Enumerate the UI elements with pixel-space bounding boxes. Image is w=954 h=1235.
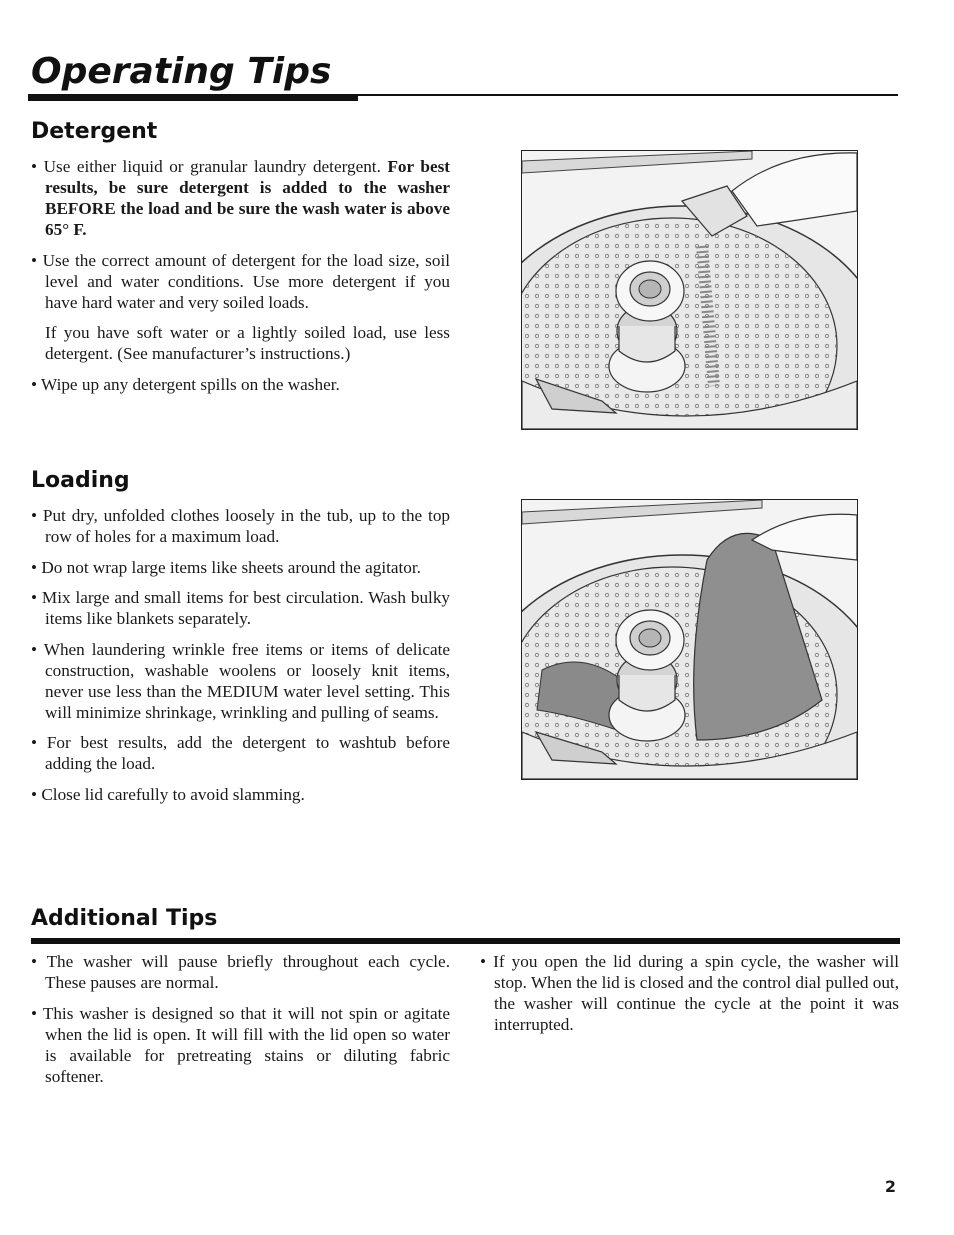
bullet-glyph: • xyxy=(31,250,38,270)
bullet-glyph: • xyxy=(31,374,38,394)
detergent-bullet-1-text: Use either liquid or granular laundry detergent. xyxy=(43,157,388,176)
loading-illustration xyxy=(521,499,858,780)
additional-tip-text: If you open the lid during a spin cycle, the washer will stop. When the lid is closed and the control dial pulled out, the washer will continue the cycle at the point it was interrupted. xyxy=(493,952,899,1034)
detergent-bullet-2 xyxy=(31,250,450,313)
loading-bullet xyxy=(31,587,450,629)
page-number: 2 xyxy=(884,1177,896,1196)
loading-bullet-text: Mix large and small items for best circulation. Wash bulky items like blankets separately. xyxy=(41,588,451,628)
bullet-glyph: • xyxy=(31,557,38,577)
bullet-glyph: • xyxy=(31,784,38,804)
detergent-bullet-2-continued: If you have soft water or a lightly soiled load, use less detergent. (See manufacturer’s instructions.) xyxy=(45,323,450,363)
bullet-glyph: • xyxy=(31,952,38,971)
additional-tip xyxy=(31,951,450,993)
bullet-glyph: • xyxy=(31,639,38,659)
additional-tips-right xyxy=(480,951,899,1045)
detergent-bullet-3 xyxy=(31,374,450,395)
bullet-glyph: • xyxy=(31,588,38,607)
detergent-heading: Detergent xyxy=(31,119,158,144)
title-rule-accent xyxy=(28,95,358,101)
additional-tip xyxy=(31,1003,450,1087)
loading-bullet-text: When laundering wrinkle free items or items of delicate construction, washable woolens or loosely knit items, never use less than the MEDIUM water level setting. This will minimize shrinkage, wrinkling and pulling of seams. xyxy=(43,639,450,722)
detergent-text xyxy=(31,156,450,404)
detergent-bullet-1 xyxy=(31,156,450,240)
detergent-bullet-1-bold: For best results, be sure detergent is added to the washer BEFORE the load and be sure the wash water is above 65° F. xyxy=(45,157,450,239)
loading-text xyxy=(31,505,450,814)
loading-heading: Loading xyxy=(31,468,130,493)
bullet-glyph: • xyxy=(31,733,38,752)
page-title: Operating Tips xyxy=(31,51,332,92)
detergent-bullet-2-text: Use the correct amount of detergent for the load size, soil level and water conditions. Use more detergent if you have hard water and very soiled loads. xyxy=(42,250,451,312)
bullet-glyph: • xyxy=(31,506,38,525)
detergent-bullet-3-text: Wipe up any detergent spills on the washer. xyxy=(41,374,340,394)
additional-tips-left xyxy=(31,951,450,1096)
additional-tip-text: This washer is designed so that it will not spin or agitate when the lid is open. It will fill with the lid open so water is available for pretreating stains or diluting fabric softener. xyxy=(42,1003,450,1086)
detergent-illustration xyxy=(521,150,858,430)
loading-bullet-text: For best results, add the detergent to washtub before adding the load. xyxy=(45,733,450,773)
loading-bullet-text: Put dry, unfolded clothes loosely in the tub, up to the top row of holes for a maximum load. xyxy=(42,506,451,546)
bullet-glyph: • xyxy=(480,952,487,971)
loading-bullet xyxy=(31,784,450,805)
additional-tips-rule xyxy=(31,938,900,944)
loading-bullet xyxy=(31,505,450,547)
bullet-glyph: • xyxy=(31,1003,38,1023)
loading-bullet-text: Close lid carefully to avoid slamming. xyxy=(41,784,305,804)
loading-bullet-text: Do not wrap large items like sheets around the agitator. xyxy=(41,557,421,577)
additional-tips-heading: Additional Tips xyxy=(31,906,218,931)
additional-tip-text: The washer will pause briefly throughout each cycle. These pauses are normal. xyxy=(45,952,450,992)
loading-bullet xyxy=(31,732,450,774)
additional-tip xyxy=(480,951,899,1035)
loading-bullet xyxy=(31,557,450,578)
loading-bullet xyxy=(31,639,450,723)
bullet-glyph: • xyxy=(31,157,38,176)
